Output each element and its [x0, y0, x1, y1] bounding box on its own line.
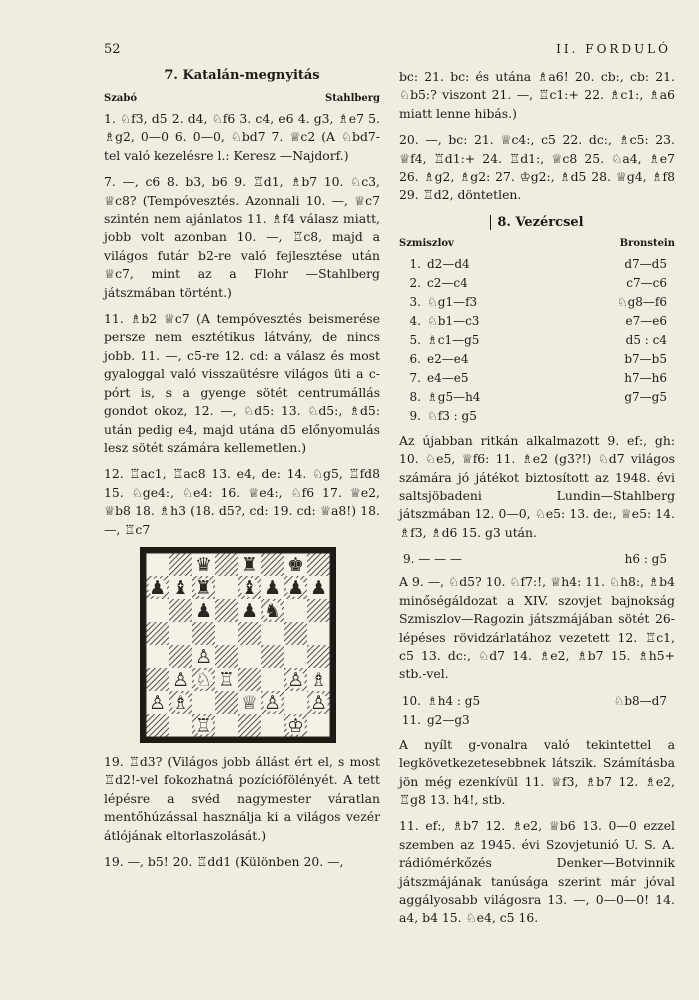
chess-piece-icon: ♙ [194, 645, 213, 668]
board-square-d8 [215, 553, 238, 576]
white-move: e2—e4 [427, 351, 469, 366]
game8-white-player: Szmiszlov [399, 237, 454, 249]
chess-piece-icon: ♜ [240, 553, 259, 576]
board-square-d7 [215, 576, 238, 599]
move-row [399, 331, 675, 350]
right-column [399, 68, 675, 928]
black-move: c7—c6 [626, 275, 667, 290]
black-move: b7—b5 [624, 351, 667, 366]
move-row [399, 407, 675, 426]
board-square-b8 [169, 553, 192, 576]
board-square-f4 [261, 645, 284, 668]
board-square-g5 [284, 622, 307, 645]
board-square-c5 [192, 622, 215, 645]
chess-piece-icon: ♙ [286, 668, 305, 691]
game7-paragraph: 19. —, b5! 20. ♖dd1 (Különben 20. —, [104, 853, 344, 869]
board-square-f1 [261, 714, 284, 737]
game8-title-block [399, 215, 675, 230]
chess-piece-icon: ♚ [286, 553, 305, 576]
move-row [399, 711, 675, 730]
left-column [104, 68, 380, 871]
game7-players [104, 93, 380, 104]
chess-piece-icon: ♗ [171, 691, 190, 714]
running-head: II. FORDULÓ [556, 42, 671, 56]
white-move: g2—g3 [427, 712, 470, 727]
move9-black: h6 : g5 [624, 552, 667, 567]
game7-title: 7. Katalán-megnyitás [164, 68, 320, 83]
game8-commentary: Az újabban ritkán alkalmazott 9. ef:, gh: 10. ♘e5, ♕f6: 11. ♗e2 (g3?!) ♘d7 világos számára jó játékot biztosított az 1948. évi saltsjöbadeni Lundin—Stahlberg játszmában 12. 0—0, ♘e5: 13. de:, ♕e5: 14. ♗f3, ♗d6 15. g3 után. [399, 432, 675, 540]
game8-black-player: Bronstein [619, 237, 675, 249]
board-square-h8 [307, 553, 330, 576]
move-number: 11. [401, 712, 421, 727]
move-row [399, 274, 675, 293]
black-move: h7—h6 [624, 370, 667, 385]
board-square-d6 [215, 599, 238, 622]
black-move: ♘g8—f6 [616, 294, 667, 309]
game7-continuation: bc: 21. bc: és utána ♗a6! 20. cb:, cb: 21. ♘b5:? viszont 21. —, ♖c1:+ 22. ♗c1:, ♗a6 miatt lenne hibás.) [399, 69, 675, 121]
board-square-a5 [146, 622, 169, 645]
chess-piece-icon: ♟ [263, 576, 282, 599]
board-square-f8 [261, 553, 284, 576]
chess-board [140, 547, 336, 743]
black-move [537, 407, 675, 426]
board-square-a3 [146, 668, 169, 691]
black-move: d7—d5 [624, 256, 667, 271]
move-number: 1. [409, 256, 421, 271]
white-move: ♘b1—c3 [427, 313, 480, 328]
white-move: ♘g1—f3 [427, 294, 478, 309]
black-move: g7—g5 [624, 389, 667, 404]
chess-piece-icon: ♟ [309, 576, 328, 599]
chess-piece-icon: ♟ [148, 576, 167, 599]
board-square-e1 [238, 714, 261, 737]
game8-players [399, 238, 675, 249]
board-square-b5 [169, 622, 192, 645]
game7-white-player: Szabó [104, 93, 138, 104]
board-square-b1 [169, 714, 192, 737]
white-move: ♗h4 : g5 [427, 693, 481, 708]
chess-piece-icon: ♕ [240, 691, 259, 714]
chess-piece-icon: ♖ [194, 714, 213, 737]
board-square-h1 [307, 714, 330, 737]
board-square-e4 [238, 645, 261, 668]
board-square-d1 [215, 714, 238, 737]
chess-piece-icon: ♖ [217, 668, 236, 691]
move-row [399, 312, 675, 331]
game8-title: 8. Vezércsel [490, 215, 583, 230]
move-number: 2. [409, 275, 421, 290]
move-number: 10. [401, 693, 421, 708]
move-row [399, 350, 675, 369]
game7-paragraph: 1. ♘f3, d5 2. d4, ♘f6 3. c4, e6 4. g3, ♗e7 5. ♗g2, 0—0 6. 0—0, ♘bd7 7. ♕c2 (A ♘bd7-tel való kezelésre l.: Keresz —Najdorf.) [104, 111, 380, 163]
chess-piece-icon: ♟ [240, 599, 259, 622]
chess-piece-icon: ♝ [171, 576, 190, 599]
board-square-b4 [169, 645, 192, 668]
chess-piece-icon: ♜ [194, 576, 213, 599]
chess-piece-icon: ♙ [148, 691, 167, 714]
move-row [399, 692, 675, 711]
move-number: 7. [409, 370, 421, 385]
board-square-h4 [307, 645, 330, 668]
board-square-g6 [284, 599, 307, 622]
move-number: 9. [409, 408, 421, 423]
game8-moves-table [399, 255, 675, 426]
white-move: ♘f3 : g5 [427, 408, 477, 423]
page-number: 52 [104, 42, 121, 57]
board-square-c2 [192, 691, 215, 714]
move-number: 8. [409, 389, 421, 404]
board-square-g4 [284, 645, 307, 668]
board-square-a4 [146, 645, 169, 668]
game7-black-player: Stahlberg [324, 93, 380, 104]
white-move: d2—d4 [427, 256, 470, 271]
chess-piece-icon: ♟ [286, 576, 305, 599]
board-square-a8 [146, 553, 169, 576]
move-number: 3. [409, 294, 421, 309]
board-square-e3 [238, 668, 261, 691]
move-row [399, 255, 675, 274]
game8-commentary: A nyílt g-vonalra való tekintettel a legkövetkezetesebbnek látszik. Számításba jön még ezenkívül 11. ♕f3, ♗b7 12. ♗e2, ♖g8 13. h4!, stb. [399, 736, 675, 807]
move-number: 4. [409, 313, 421, 328]
move9-white: 9. — — — [403, 552, 462, 567]
chess-piece-icon: ♙ [263, 691, 282, 714]
move-row [399, 293, 675, 312]
game8-commentary: A 9. —, ♘d5? 10. ♘f7:!, ♕h4: 11. ♘h8:, ♗b4 minőségáldozat a XIV. szovjet bajnokság Szmiszlov—Ragozin játszmájában sötét 26-lépéses rövidzárlatához vezetett 12. ♖c1, c5 13. dc:, ♘d7 14. ♗e2, ♗b7 15. ♗h5+ stb.-vel. [399, 574, 675, 682]
white-move: ♗g5—h4 [427, 389, 481, 404]
game8-moves-table-2 [399, 692, 675, 730]
board-square-a6 [146, 599, 169, 622]
board-square-f5 [261, 622, 284, 645]
chess-piece-icon: ♗ [309, 668, 328, 691]
chess-piece-icon: ♙ [309, 691, 328, 714]
board-square-h6 [307, 599, 330, 622]
game7-paragraph: 7. —, c6 8. b3, b6 9. ♖d1, ♗b7 10. ♘c3, ♕c8? (Tempóvesztés. Azonnali 10. —, ♕c7 szintén nem ajánlatos 11. ♗f4 válasz miatt, jobb volt azonban 10. —, ♖c8, majd a világos futár b2-re való fejlesztése után ♕c7, mint az a Flohr —Stahlberg játszmában történt.) [104, 174, 380, 300]
board-square-e5 [238, 622, 261, 645]
black-move: d5 : c4 [625, 332, 667, 347]
chess-piece-icon: ♘ [194, 668, 213, 691]
board-square-a1 [146, 714, 169, 737]
white-move: e4—e5 [427, 370, 469, 385]
move-number: 5. [409, 332, 421, 347]
game8-commentary: 11. ef:, ♗b7 12. ♗e2, ♕b6 13. 0—0 ezzel szemben az 1945. évi Szovjetunió U. S. A. rádiómérkőzés Denker—Botvinnik játszmájának tanúsága szerint már jóval aggályosabb világosra 13. —, 0—0—0! 14. a4, b4 15. ♘e4, c5 16. [399, 818, 675, 926]
move-number: 6. [409, 351, 421, 366]
board-square-g2 [284, 691, 307, 714]
white-move: ♗c1—g5 [427, 332, 480, 347]
game7-continuation: 20. —, bc: 21. ♕c4:, c5 22. dc:, ♗c5: 23. ♕f4, ♖d1:+ 24. ♖d1:, ♕c8 25. ♘a4, ♗e7 26. ♗g2, ♗g2: 27. ♔g2:, ♗d5 28. ♕g4, ♗f8 29. ♖d2, döntetlen. [399, 132, 675, 203]
board-square-h5 [307, 622, 330, 645]
board-square-d5 [215, 622, 238, 645]
chess-piece-icon: ♞ [263, 599, 282, 622]
black-move [537, 711, 675, 730]
chess-piece-icon: ♛ [194, 553, 213, 576]
white-move: c2—c4 [427, 275, 468, 290]
board-square-f3 [261, 668, 284, 691]
chess-piece-icon: ♙ [171, 668, 190, 691]
board-square-b6 [169, 599, 192, 622]
game7-paragraph: 19. ♖d3? (Világos jobb állást ért el, s most ♖d2!-vel fokozhatná pozíciófölényét. A tett lépésre a svéd nagymester váratlan mentőhúzással használja ki a világos vezér átlójának eltorlaszolását.) [104, 753, 380, 843]
move-row [399, 369, 675, 388]
chess-piece-icon: ♔ [286, 714, 305, 737]
game7-paragraph: 11. ♗b2 ♕c7 (A tempóvesztés beismerése persze nem esztétikus látvány, de nincs jobb. 11. —, c5-re 12. cd: a válasz és most gyaloggal való visszaütésre világos üti a c-pórt is, s a gyenge sötét centrumállás gondot okoz, 12. —, ♘d5: 13. ♘d5:, ♗d5: után pedig e4, majd utána d5 előnyomulás lesz sötét számára kellemetlen.) [104, 311, 380, 455]
move-row [399, 388, 675, 407]
black-move: e7—e6 [625, 313, 667, 328]
game7-paragraph: 12. ♖ac1, ♖ac8 13. e4, de: 14. ♘g5, ♖fd8 15. ♘ge4:, ♘e4: 16. ♕e4:, ♘f6 17. ♕e2, ♕b8 18. ♗h3 (18. d5?, cd: 19. cd: ♕a8!) 18. —, ♖c7 [104, 466, 380, 537]
board-square-d4 [215, 645, 238, 668]
chess-piece-icon: ♝ [240, 576, 259, 599]
board-square-d2 [215, 691, 238, 714]
chess-piece-icon: ♟ [194, 599, 213, 622]
page-header [0, 42, 699, 62]
chess-diagram [140, 547, 336, 743]
game8-move9 [399, 550, 675, 569]
black-move: ♘b8—d7 [613, 693, 667, 708]
